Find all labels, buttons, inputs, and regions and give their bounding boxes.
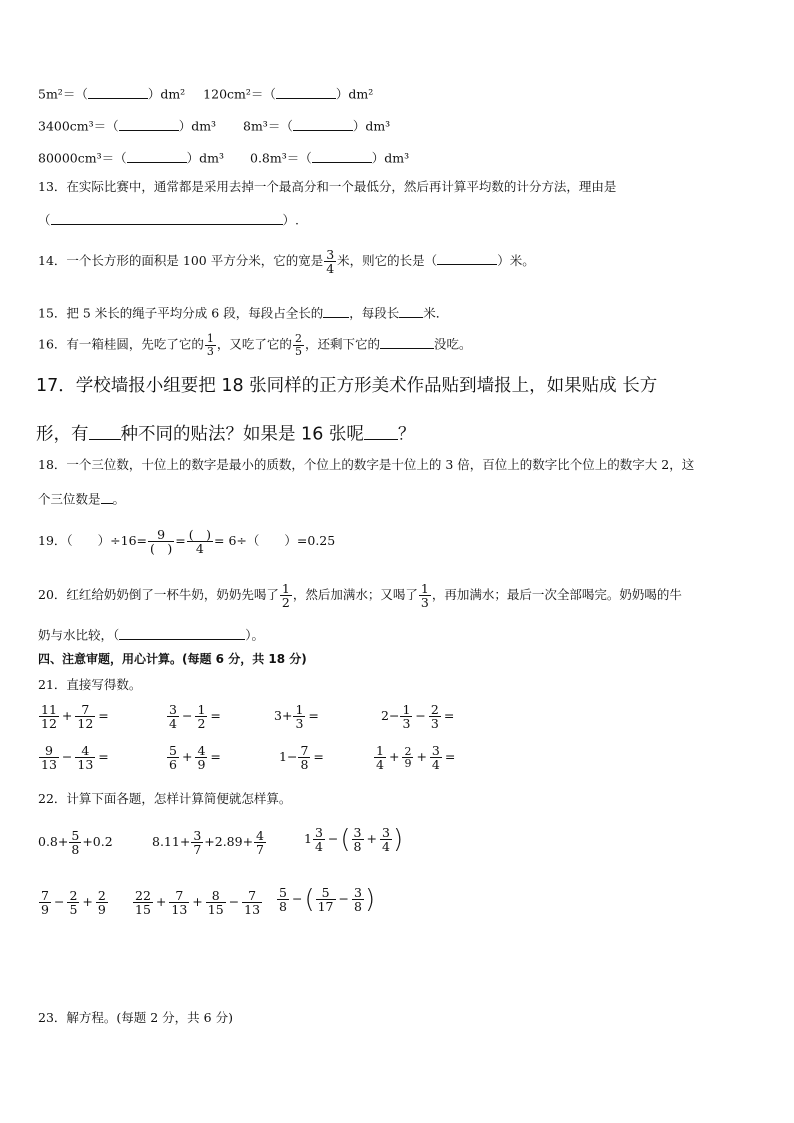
numerator: 7 [300,743,309,758]
numerator: 5 [169,743,177,758]
answer-blank[interactable] [323,304,349,318]
numerator: 2 [97,888,106,903]
conv-3b: 0.8m³＝（ [250,150,312,166]
term: 8.11+ [152,834,191,850]
operator: − [415,708,426,724]
q20-line-1 [38,582,682,609]
conv-row-3b [250,149,409,165]
q17-l2c: ？ [397,424,416,445]
conv-row-3 [38,149,224,165]
q21-expr-6 [166,744,223,771]
numerator: 5 [316,886,336,900]
fraction [400,703,412,730]
denominator: 4 [431,757,440,773]
numerator: 7 [169,889,189,903]
numerator: 2 [430,702,439,717]
denominator: 17 [317,899,334,915]
numerator: 3 [193,828,202,843]
q21-expr-8 [373,744,457,771]
blank[interactable] [88,85,148,99]
numerator: 3 [169,702,177,717]
numerator: 1 [281,581,290,596]
operator: − [338,891,349,907]
operator: − [327,831,339,847]
denominator: 15 [207,902,224,918]
denominator: 3 [206,344,214,358]
term: +2.89+ [204,834,254,850]
q16-mid: ，又吃了它的 [216,336,292,352]
denominator: 4 [169,716,177,732]
fraction [96,889,108,916]
q20-l2end: ）。 [245,627,265,643]
fraction [293,333,304,357]
fraction [187,528,213,555]
equals: = [313,749,324,765]
operator: − [61,749,73,765]
numerator: 9 [39,744,59,758]
fraction [352,886,364,913]
q21-expr-2 [166,703,223,730]
conv-row-2 [38,117,216,133]
fraction [67,889,79,916]
q22-expr-1 [38,829,113,856]
denominator: 4 [195,541,204,557]
fraction [254,829,266,856]
unit: ）dm³ [371,150,410,166]
q20-post: ，再加满水；最后一次全部喝完。奶奶喝的牛 [431,587,682,603]
term: 0.8+ [38,834,69,850]
unit: ）dm² [335,86,374,102]
numerator: 7 [75,703,95,717]
fraction [277,886,289,913]
denominator: 9 [97,902,106,918]
operator: − [228,894,240,910]
denominator: 7 [193,842,202,858]
denominator: 7 [256,842,264,858]
answer-blank[interactable] [380,335,434,349]
fraction [402,746,413,770]
q16-mid2: ，还剩下它的 [304,336,380,352]
conv-2b: 8m³＝（ [243,118,293,134]
unit: ）dm³ [178,118,217,134]
answer-blank[interactable] [89,421,121,440]
operator: + [366,831,377,847]
numerator: 7 [242,889,262,903]
denominator: 3 [420,595,429,611]
denominator: 4 [326,261,335,277]
denominator: 2 [197,716,206,732]
numerator: 3 [353,885,362,900]
fraction [169,889,189,916]
fraction [374,744,386,771]
q20-mid: ，然后加满水；又喝了 [292,587,418,603]
fraction [429,703,441,730]
operator: + [181,749,193,765]
denominator: 4 [376,757,384,773]
numerator: 1 [197,702,206,717]
denominator: 13 [77,757,94,773]
conv-1b: 120cm²＝（ [203,86,276,102]
numerator: 1 [206,332,214,345]
section-heading: 四、注意审题，用心计算。(每题 6 分，共 18 分) [38,652,307,666]
fraction [316,886,336,913]
fraction [75,703,95,730]
numerator: 2 [294,332,302,345]
fraction [205,333,216,357]
denominator: 3 [295,716,304,732]
answer-blank[interactable] [119,626,245,640]
right-paren: ) [392,824,404,855]
q18-line-2 [38,490,125,506]
q14 [38,248,535,275]
fraction [195,703,207,730]
q22-expr-4 [38,889,109,916]
operator: − [291,891,303,907]
fraction [313,826,325,853]
q17-line-1: 17．学校墙报小组要把 18 张同样的正方形美术作品贴到墙报上，如果贴成 长方 [36,376,658,396]
q18-l2: 个三位数是 [38,491,101,507]
numerator: 1 [402,702,411,717]
fraction [293,703,305,730]
operator: − [53,894,65,910]
fraction [148,528,174,555]
numerator: 3 [314,825,323,840]
q14-post: ）米。 [497,253,535,269]
conv-3a: 80000cm³＝（ [38,150,127,166]
numerator: 3 [431,743,440,758]
denominator: 5 [294,344,302,358]
q17-l2b: 种不同的贴法？如果是 16 张呢 [120,424,364,445]
q13-text: 13．在实际比赛中，通常都是采用去掉一个最高分和一个最低分，然后再计算平均数的计分方法，理由是 [38,179,617,194]
numerator: 1 [420,581,429,596]
operator: + [388,749,400,765]
equals: = [443,708,455,724]
denominator: 3 [430,716,439,732]
q22-expr-2 [152,829,267,856]
conv-row-2b [243,117,390,133]
numerator: 2 [404,744,412,758]
fraction [191,829,203,856]
fraction [167,703,179,730]
equals: = [98,749,109,765]
q22-expr-6 [276,886,375,913]
numerator: 5 [71,828,80,843]
q19-post: = 6÷（ ）=0.25 [214,533,336,549]
equals: = [444,749,456,765]
fraction [206,889,226,916]
whole: 2− [381,708,400,724]
fraction [419,582,431,609]
operator: + [155,894,167,910]
numerator: 4 [256,828,264,843]
denominator: 5 [69,902,78,918]
numerator: 1 [295,702,304,717]
fraction [280,582,292,609]
q21-expr-1 [38,703,111,730]
q13-answer [38,211,299,227]
q17-l2a: 形，有 [36,424,89,445]
q20-pre: 20．红红给奶奶倒了一杯牛奶，奶奶先喝了 [38,587,279,603]
denominator: 13 [244,902,261,918]
unit: ）dm³ [352,118,391,134]
q18-l2end: 。 [112,491,126,507]
denominator: 8 [353,899,362,915]
operator: + [61,708,73,724]
q15 [38,304,448,320]
q21-expr-4 [381,703,456,730]
q19-pre: 19．（ ）÷16= [38,533,148,549]
fraction [324,248,336,275]
numerator: 3 [326,247,335,262]
numerator: 1 [376,743,384,758]
denominator: 9 [404,757,412,771]
numerator: 22 [135,888,151,903]
numerator: 8 [206,889,226,903]
denominator: 12 [77,716,94,732]
fraction [430,744,442,771]
answer-blank[interactable] [437,252,497,266]
operator: + [416,749,427,765]
fraction [39,744,59,771]
q19 [38,528,335,555]
answer-blank[interactable] [51,211,283,225]
fraction [298,744,310,771]
q14-pre: 14．一个长方形的面积是 100 平方分米，它的宽是 [38,253,324,269]
numerator-blank[interactable]: ( ) [188,527,212,542]
operator: + [192,894,203,910]
fraction [39,889,51,916]
denominator: 8 [353,839,362,855]
q16-post: 没吃。 [433,336,472,352]
equals: = [175,533,186,549]
equals: = [308,708,319,724]
fraction [195,744,207,771]
conv-1a: 5m²＝（ [38,86,88,102]
denominator: 6 [169,757,177,773]
q22-title: 22．计算下面各题，怎样计算简便就怎样算。 [38,791,292,806]
denominator: 12 [41,716,57,732]
equals: = [210,749,221,765]
blank[interactable] [127,149,187,163]
q23-title: 23．解方程。(每题 2 分，共 6 分) [38,1010,233,1025]
paren-close: ）. [282,212,299,228]
q14-mid: 米，则它的长是（ [337,253,438,269]
operator: + [82,894,93,910]
whole: 1 [304,831,312,847]
denominator: 3 [402,716,411,732]
whole: 1− [279,749,298,765]
q20-line-2 [38,626,264,642]
denominator: 9 [197,757,206,773]
fraction [380,826,392,853]
q16 [38,333,471,357]
blank[interactable] [276,85,336,99]
denominator: 8 [71,842,80,858]
q18-line-1: 18．一个三位数，十位上的数字是最小的质数，个位上的数字是十位上的 3 倍，百位上的数字比个位上的数字大 2，这 [38,457,695,472]
conv-2a: 3400cm³＝（ [38,118,119,134]
fraction [69,829,81,856]
blank[interactable] [119,117,179,131]
fraction [352,826,364,853]
denominator: 13 [41,757,57,773]
denominator: 13 [171,902,188,918]
q15-pre: 15．把 5 米长的绳子平均分成 6 段，每段占全长的 [38,305,324,321]
q22-expr-5 [132,889,263,916]
right-paren: ) [364,884,376,915]
numerator: 4 [75,744,95,758]
numerator: 9 [148,528,174,542]
numerator: 2 [69,888,78,903]
fraction [75,744,95,771]
conv-row-1 [38,85,373,101]
q17-line-2 [36,421,415,444]
denominator: 4 [381,839,390,855]
operator: − [181,708,193,724]
answer-blank[interactable] [101,490,113,504]
q21-expr-5 [38,744,111,771]
denominator: 9 [41,902,49,918]
unit: ）dm³ [186,150,225,166]
numerator: 11 [41,702,57,717]
left-paren: ( [340,824,351,855]
whole: 3+ [274,708,293,724]
denominator: 4 [314,839,323,855]
term: +0.2 [82,834,113,850]
blank[interactable] [312,149,372,163]
equals: = [210,708,221,724]
blank[interactable] [293,117,353,131]
numerator: 4 [197,743,206,758]
left-paren: ( [304,884,315,915]
q16-pre: 16．有一箱桂圆，先吃了它的 [38,336,204,352]
q22-expr-3 [304,826,403,853]
denominator-blank[interactable]: ( ) [150,541,173,557]
numerator: 3 [353,825,362,840]
fraction [39,703,59,730]
numerator: 7 [41,888,49,903]
denominator: 8 [300,757,309,773]
numerator: 5 [279,885,287,900]
q21-expr-7 [279,744,326,771]
q20-l2: 奶与水比较，（ [38,627,120,643]
denominator: 2 [281,595,290,611]
fraction [167,744,179,771]
q15-mid: ，每段长 [349,305,400,321]
denominator: 8 [279,899,287,915]
fraction [133,889,153,916]
denominator: 15 [135,902,151,918]
q21-title: 21．直接写得数。 [38,677,142,692]
answer-blank[interactable] [364,421,398,440]
paren-open: （ [38,212,51,228]
fraction [242,889,262,916]
unit: ）dm² [147,86,186,102]
answer-blank[interactable] [399,304,423,318]
numerator: 3 [381,825,390,840]
q15-post: 米． [423,305,449,321]
q21-expr-3 [274,703,321,730]
equals: = [98,708,109,724]
